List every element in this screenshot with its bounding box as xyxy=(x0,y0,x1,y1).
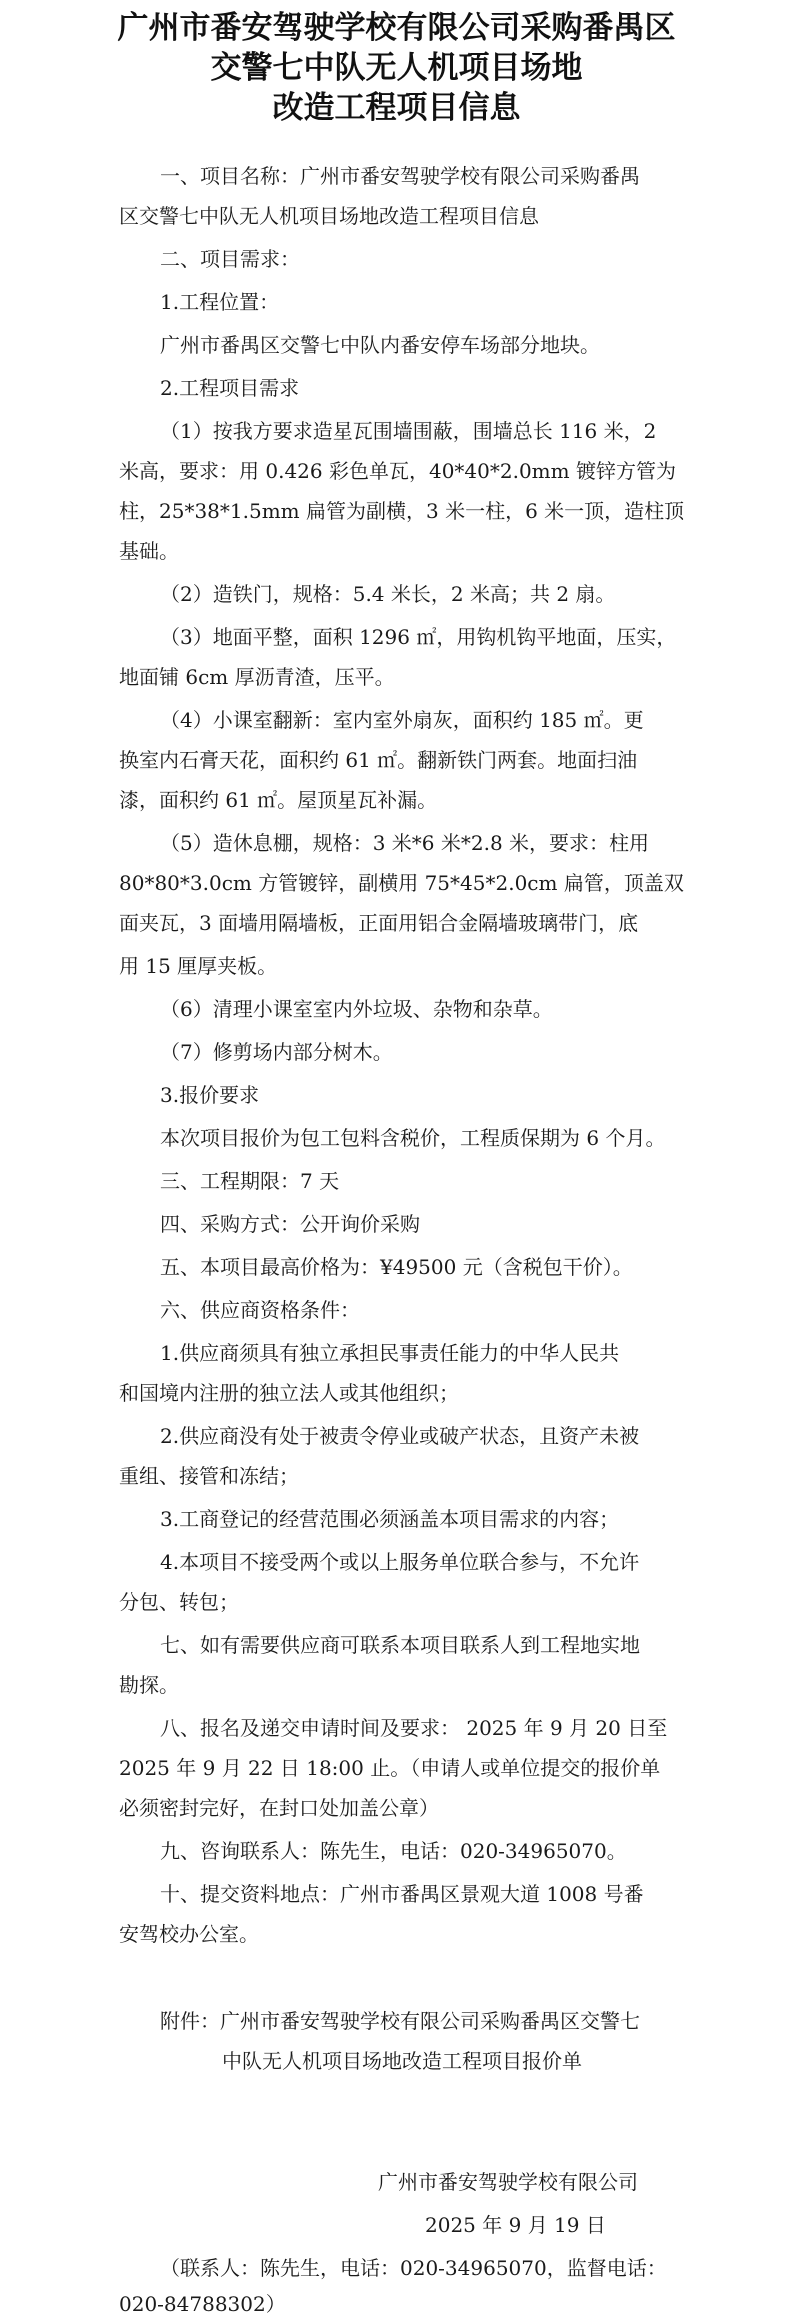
body-line: 米高，要求：用 0.426 彩色单瓦，40*40*2.0mm 镀锌方管为 xyxy=(119,459,676,483)
body-line: 十、提交资料地点：广州市番禺区景观大道 1008 号番 xyxy=(160,1882,644,1906)
body-line: 五、本项目最高价格为：¥49500 元（含税包干价）。 xyxy=(160,1255,633,1279)
body-line: 勘探。 xyxy=(119,1673,179,1697)
body-line: 3.工商登记的经营范围必须涵盖本项目需求的内容； xyxy=(160,1507,620,1531)
body-line: 2.供应商没有处于被责令停业或破产状态，且资产未被 xyxy=(160,1424,640,1448)
body-line: 广州市番禺区交警七中队内番安停车场部分地块。 xyxy=(160,333,600,357)
body-line: （3）地面平整，面积 1296 ㎡，用钩机钩平地面，压实， xyxy=(160,625,677,649)
body-line: 六、供应商资格条件： xyxy=(160,1298,360,1322)
body-line: 3.报价要求 xyxy=(160,1083,260,1107)
body-line: 一、项目名称：广州市番安驾驶学校有限公司采购番禺 xyxy=(160,164,640,188)
body-line: 2025 年 9 月 22 日 18:00 止。（申请人或单位提交的报价单 xyxy=(119,1756,661,1780)
body-line: 九、咨询联系人：陈先生，电话：020-34965070。 xyxy=(160,1839,627,1863)
body-line: 用 15 厘厚夹板。 xyxy=(119,954,278,978)
body-line: （7）修剪场内部分树木。 xyxy=(160,1040,393,1064)
body-line: （2）造铁门，规格：5.4 米长，2 米高；共 2 扇。 xyxy=(160,582,616,606)
attachment-line-2: 中队无人机项目场地改造工程项目报价单 xyxy=(222,2049,582,2073)
body-line: （1）按我方要求造星瓦围墙围蔽，围墙总长 116 米，2 xyxy=(160,419,657,443)
doc-title-line-2: 交警七中队无人机项目场地 xyxy=(210,50,583,86)
body-line: 地面铺 6cm 厚沥青渣，压平。 xyxy=(119,665,395,689)
signature-date: 2025 年 9 月 19 日 xyxy=(425,2213,606,2237)
body-line: 八、报名及递交申请时间及要求： 2025 年 9 月 20 日至 xyxy=(160,1716,668,1740)
body-line: 80*80*3.0cm 方管镀锌，副横用 75*45*2.0cm 扁管，顶盖双 xyxy=(119,871,684,895)
body-line: 区交警七中队无人机项目场地改造工程项目信息 xyxy=(119,204,539,228)
body-line: 安驾校办公室。 xyxy=(119,1922,259,1946)
body-line: 必须密封完好，在封口处加盖公章） xyxy=(119,1796,439,1820)
body-line: 1.工程位置： xyxy=(160,290,280,314)
attachment-line-1: 附件：广州市番安驾驶学校有限公司采购番禺区交警七 xyxy=(160,2009,640,2033)
body-line: （4）小课室翻新：室内室外扇灰，面积约 185 ㎡。更 xyxy=(160,708,644,732)
body-line: 漆，面积约 61 ㎡。屋顶星瓦补漏。 xyxy=(119,788,438,812)
body-line: （6）清理小课室室内外垃圾、杂物和杂草。 xyxy=(160,997,553,1021)
doc-title-line-1: 广州市番安驾驶学校有限公司采购番禺区 xyxy=(117,10,676,46)
body-line: 三、工程期限：7 天 xyxy=(160,1169,340,1193)
body-line: 七、如有需要供应商可联系本项目联系人到工程地实地 xyxy=(160,1633,640,1657)
body-line: 本次项目报价为包工包料含税价，工程质保期为 6 个月。 xyxy=(160,1126,666,1150)
body-line: 重组、接管和冻结； xyxy=(119,1464,299,1488)
body-line: 基础。 xyxy=(119,539,179,563)
body-line: 二、项目需求： xyxy=(160,247,300,271)
body-line: 分包、转包； xyxy=(119,1590,239,1614)
doc-title-line-3: 改造工程项目信息 xyxy=(272,90,521,126)
body-line: 4.本项目不接受两个或以上服务单位联合参与，不允许 xyxy=(160,1550,640,1574)
body-line: （5）造休息棚，规格：3 米*6 米*2.8 米，要求：柱用 xyxy=(160,831,650,855)
body-line: 柱，25*38*1.5mm 扁管为副横，3 米一柱，6 米一顶，造柱顶 xyxy=(119,499,685,523)
contact-line-1: （联系人：陈先生，电话：020-34965070，监督电话： xyxy=(160,2256,667,2280)
body-line: 2.工程项目需求 xyxy=(160,376,300,400)
body-line: 面夹瓦，3 面墙用隔墙板，正面用铝合金隔墙玻璃带门，底 xyxy=(119,911,639,935)
signature-company: 广州市番安驾驶学校有限公司 xyxy=(378,2170,638,2194)
body-line: 四、采购方式：公开询价采购 xyxy=(160,1212,420,1236)
contact-line-2: 020-84788302） xyxy=(119,2292,286,2316)
body-line: 1.供应商须具有独立承担民事责任能力的中华人民共 xyxy=(160,1341,620,1365)
body-line: 和国境内注册的独立法人或其他组织； xyxy=(119,1381,459,1405)
body-line: 换室内石膏天花，面积约 61 ㎡。翻新铁门两套。地面扫油 xyxy=(119,748,638,772)
